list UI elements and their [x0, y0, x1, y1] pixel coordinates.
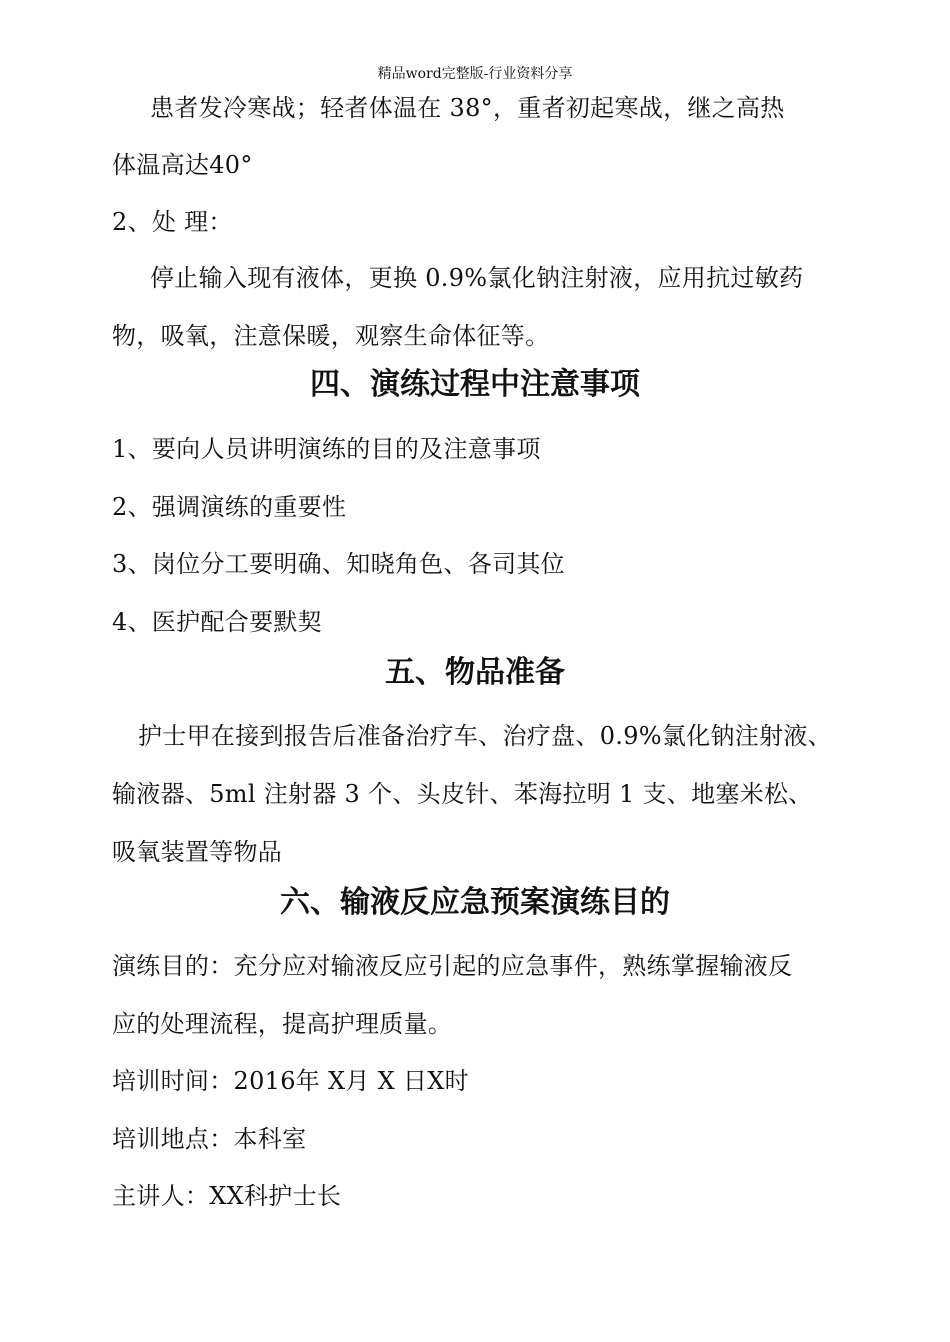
section-4-item-3: 3、岗位分工要明确、知晓角色、各司其位 [112, 550, 565, 578]
training-place: 培训地点：本科室 [112, 1125, 307, 1153]
page-header: 精品word完整版-行业资料分享 [377, 66, 573, 82]
purpose-line-1: 演练目的：充分应对输液反应引起的应急事件，熟练掌握输液反 [112, 952, 793, 980]
treatment-label: 2、处 理： [112, 208, 233, 236]
section-4-item-4: 4、医护配合要默契 [112, 608, 322, 636]
treatment-line-1: 停止输入现有液体，更换 0.9%氯化钠注射液，应用抗过敏药 [150, 264, 804, 292]
treatment-line-2: 物，吸氧，注意保暖，观察生命体征等。 [112, 322, 550, 350]
training-time: 培训时间：2016年 X月 X 日X时 [112, 1067, 469, 1095]
supplies-line-1: 护士甲在接到报告后准备治疗车、治疗盘、0.9%氯化钠注射液、 [138, 722, 832, 750]
supplies-line-3: 吸氧装置等物品 [112, 838, 283, 866]
section-6-heading: 六、输液反应急预案演练目的 [280, 885, 670, 920]
supplies-line-2: 输液器、5ml 注射器 3 个、头皮针、苯海拉明 1 支、地塞米松、 [112, 780, 813, 808]
section-4-item-1: 1、要向人员讲明演练的目的及注意事项 [112, 435, 541, 463]
section-5-heading: 五、物品准备 [385, 655, 565, 690]
section-4-item-2: 2、强调演练的重要性 [112, 493, 347, 521]
purpose-line-2: 应的处理流程，提高护理质量。 [112, 1010, 453, 1038]
section-4-heading: 四、演练过程中注意事项 [310, 367, 640, 402]
speaker: 主讲人：XX科护士长 [112, 1182, 342, 1210]
fever-symptoms-line-2: 体温高达40° [112, 151, 253, 179]
fever-symptoms-line-1: 患者发冷寒战；轻者体温在 38°，重者初起寒战，继之高热 [150, 94, 785, 122]
